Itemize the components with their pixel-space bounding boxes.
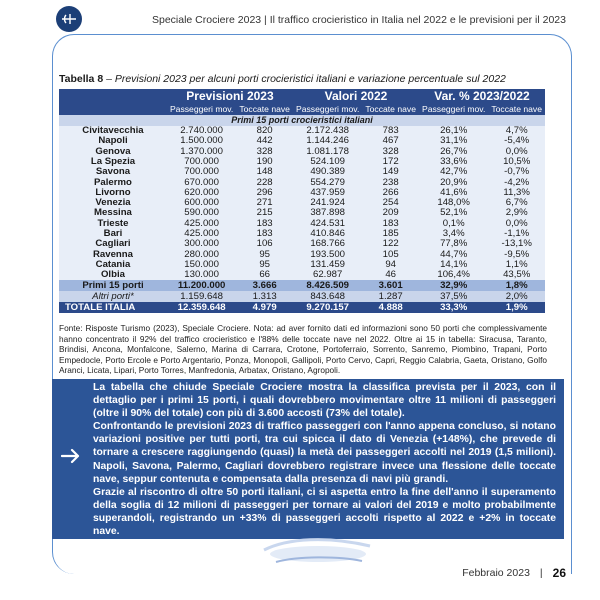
table-row	[59, 136, 545, 146]
page-number: 26	[552, 566, 566, 580]
table-cell: 424.531	[293, 219, 362, 229]
table-cell: 10,5%	[488, 157, 545, 167]
table-cell: 228	[236, 177, 293, 187]
sub-header: Passeggeri mov.	[293, 104, 362, 115]
table-cell: -13,1%	[488, 239, 545, 249]
table-cell: 44,7%	[419, 250, 488, 260]
total-cell: 9.270.157	[293, 302, 362, 313]
table-cell: 183	[236, 219, 293, 229]
summary-paragraph: La tabella che chiude Speciale Crociere mostra la classifica prevista per il 2023, con il dettaglio per i primi 15 porti, i quali dovrebbero movimentare oltre 11 milioni di passeggeri (oltre il 90% del totale) con più di 3.600 accosti (73% del totale).	[93, 382, 556, 420]
table-row	[59, 260, 545, 270]
table-row	[59, 229, 545, 239]
sub-header: Passeggeri mov.	[167, 104, 236, 115]
table-cell: 11,3%	[488, 188, 545, 198]
port-rows	[59, 126, 545, 280]
port-name-cell: Civitavecchia	[59, 126, 167, 136]
table-row	[59, 126, 545, 136]
table-cell: 209	[362, 208, 419, 218]
table-cell: -1,1%	[488, 229, 545, 239]
port-name-cell: Napoli	[59, 136, 167, 146]
table-cell: 172	[362, 157, 419, 167]
subtotal-cell: 3.666	[236, 280, 293, 291]
table-cell: 0,1%	[419, 219, 488, 229]
table-group-header-row	[59, 89, 545, 104]
others-cell: 37,5%	[419, 291, 488, 302]
total-cell: 1,9%	[488, 302, 545, 313]
table-cell: 183	[362, 219, 419, 229]
table-cell: 410.846	[293, 229, 362, 239]
brand-watermark-logo	[258, 528, 378, 568]
summary-text	[93, 381, 556, 538]
table-cell: 26,1%	[419, 126, 488, 136]
table-cell: -5,4%	[488, 136, 545, 146]
sub-header: Passeggeri mov.	[419, 104, 488, 115]
table-cell: 1.081.178	[293, 147, 362, 157]
port-name-cell: Bari	[59, 229, 167, 239]
subtotal-cell: 11.200.000	[167, 280, 236, 291]
table-cell: 66	[236, 270, 293, 280]
table-cell: 783	[362, 126, 419, 136]
table-cell: 1.370.000	[167, 147, 236, 157]
table-cell: 820	[236, 126, 293, 136]
table-cell: 190	[236, 157, 293, 167]
port-name-cell: Catania	[59, 260, 167, 270]
table-corner-cell	[59, 89, 167, 104]
table-cell: 300.000	[167, 239, 236, 249]
table-cell: 31,1%	[419, 136, 488, 146]
table-cell: 52,1%	[419, 208, 488, 218]
others-row	[59, 291, 545, 302]
others-cell: 1.313	[236, 291, 293, 302]
table-cell: 106	[236, 239, 293, 249]
table-caption	[59, 73, 579, 85]
total-cell: 33,3%	[419, 302, 488, 313]
table-cell: 148,0%	[419, 198, 488, 208]
table-cell: 425.000	[167, 229, 236, 239]
total-row	[59, 302, 545, 313]
table-cell: 296	[236, 188, 293, 198]
table-cell: 0,0%	[488, 219, 545, 229]
table-cell: 183	[236, 229, 293, 239]
table-sub-header-row	[59, 104, 545, 115]
port-name-cell: Savona	[59, 167, 167, 177]
table-cell: 122	[362, 239, 419, 249]
table-cell: 442	[236, 136, 293, 146]
table-cell: 3,4%	[419, 229, 488, 239]
table-cell: 0,0%	[488, 147, 545, 157]
table-cell: 42,7%	[419, 167, 488, 177]
sub-header-empty	[59, 104, 167, 115]
footer-separator: |	[539, 567, 543, 579]
sub-header: Toccate nave	[236, 104, 293, 115]
table-row	[59, 208, 545, 218]
table-cell: 700.000	[167, 157, 236, 167]
table-cell: 46	[362, 270, 419, 280]
table-cell: -0,7%	[488, 167, 545, 177]
table-cell: 105	[362, 250, 419, 260]
total-cell: 4.888	[362, 302, 419, 313]
table-cell: 437.959	[293, 188, 362, 198]
table-cell: 387.898	[293, 208, 362, 218]
table-row	[59, 219, 545, 229]
table-cell: 670.000	[167, 177, 236, 187]
port-name-cell: Trieste	[59, 219, 167, 229]
arrow-right-icon	[58, 444, 84, 468]
table-row	[59, 250, 545, 260]
table-cell: 328	[236, 147, 293, 157]
subtotal-cell: 3.601	[362, 280, 419, 291]
others-cell: 1.159.648	[167, 291, 236, 302]
group-header-valori: Valori 2022	[293, 89, 419, 104]
port-name-cell: Livorno	[59, 188, 167, 198]
logo	[56, 6, 82, 32]
page-header-title: Speciale Crociere 2023 | Il traffico crocieristico in Italia nel 2022 e le previsioni per il 2023	[151, 14, 566, 26]
table-cell: 185	[362, 229, 419, 239]
table-cell: 241.924	[293, 198, 362, 208]
table-row	[59, 177, 545, 187]
sub-header: Toccate nave	[488, 104, 545, 115]
others-cell: Altri porti*	[59, 291, 167, 302]
table-cell: 20,9%	[419, 177, 488, 187]
table-row	[59, 270, 545, 280]
table-cell: 106,4%	[419, 270, 488, 280]
others-cell: 1.287	[362, 291, 419, 302]
port-name-cell: Palermo	[59, 177, 167, 187]
table-cell: 148	[236, 167, 293, 177]
table-cell: 1.144.246	[293, 136, 362, 146]
table-cell: 14,1%	[419, 260, 488, 270]
port-name-cell: La Spezia	[59, 157, 167, 167]
table-cell: 700.000	[167, 167, 236, 177]
table-cell: 554.279	[293, 177, 362, 187]
table-row	[59, 157, 545, 167]
total-cell: 12.359.648	[167, 302, 236, 313]
subtotal-cell: 8.426.509	[293, 280, 362, 291]
table-cell: -9,5%	[488, 250, 545, 260]
port-name-cell: Messina	[59, 208, 167, 218]
table-cell: 490.389	[293, 167, 362, 177]
subtotal-cell: Primi 15 porti	[59, 280, 167, 291]
caption-label: Tabella 8	[59, 73, 104, 85]
total-cell: 4.979	[236, 302, 293, 313]
table-cell: 2.740.000	[167, 126, 236, 136]
table-cell: 280.000	[167, 250, 236, 260]
table-cell: 150.000	[167, 260, 236, 270]
table-cell: 130.000	[167, 270, 236, 280]
table-cell: 1,1%	[488, 260, 545, 270]
sub-header: Toccate nave	[362, 104, 419, 115]
table-source-note: Fonte: Risposte Turismo (2023), Speciale Crociere. Nota: ad aver fornito dati ed informazioni sono 50 porti che complessivamente hanno concentrato il 92% del traffico crocieristico e l'88% delle toccate nave nel 2022. Oltre ai 15 in tabella: Siracusa, Taranto, Brindisi, Ancona, Monfalcone, Salerno, Marina di Carrara, Crotone, Portoferraio, Sorrento, Sanremo, Piombino, Trapani, Porto Empedocle, Porto Ercole e Porto Argentario, Ponza, Monopoli, Gallipoli, Porto Cervo, Capri, Reggio Calabria, Gaeta, Oristano, Golfo Aranci, Licata, Lipari, Porto Torres, Manfredonia, Arbatax, Oristano, Agropoli.	[59, 323, 547, 376]
port-name-cell: Ravenna	[59, 250, 167, 260]
table-cell: 6,7%	[488, 198, 545, 208]
summary-paragraph: Grazie al riscontro di oltre 50 porti italiani, ci si aspetta entro la fine dell'anno il superamento della soglia di 12 milioni di passeggeri per tornare ai valori del 2019 e molto probabilmente superandoli, registrando un +33% di passeggeri accolti rispetto al 2022 e +2% in toccate nave.	[93, 486, 556, 538]
table-cell: 131.459	[293, 260, 362, 270]
subtotal-cell: 32,9%	[419, 280, 488, 291]
table-cell: 215	[236, 208, 293, 218]
table-cell: 271	[236, 198, 293, 208]
table-cell: 4,7%	[488, 126, 545, 136]
table-cell: 524.109	[293, 157, 362, 167]
group-header-previsioni: Previsioni 2023	[167, 89, 293, 104]
table-cell: 254	[362, 198, 419, 208]
table-cell: 590.000	[167, 208, 236, 218]
table-cell: 41,6%	[419, 188, 488, 198]
table-cell: 266	[362, 188, 419, 198]
page-footer	[462, 566, 566, 580]
table-cell: 149	[362, 167, 419, 177]
table-cell: 62.987	[293, 270, 362, 280]
table-cell: 95	[236, 250, 293, 260]
table-cell: 600.000	[167, 198, 236, 208]
port-name-cell: Cagliari	[59, 239, 167, 249]
table-cell: 43,5%	[488, 270, 545, 280]
table-cell: 2.172.438	[293, 126, 362, 136]
forecast-table	[59, 89, 545, 313]
section-label: Primi 15 porti crocieristici italiani	[59, 115, 545, 126]
table-cell: 467	[362, 136, 419, 146]
table-cell: 238	[362, 177, 419, 187]
group-header-variazione: Var. % 2023/2022	[419, 89, 545, 104]
summary-paragraph: Confrontando le previsioni 2023 di traffico passeggeri con l'anno appena concluso, si notano variazioni positive per tutti porti, tra cui spicca il dato di Venezia (+148%), che prevede di tornare a crescere raggiungendo (quasi) la metà dei passeggeri accolti nel 2019 (1,5 milioni). Napoli, Savona, Palermo, Cagliari dovrebbero registrare invece una flessione delle toccate nave, seppur contenuta e compensata dalla presenza di navi più grandi.	[93, 421, 556, 485]
table-cell: 26,7%	[419, 147, 488, 157]
table-cell: 2,9%	[488, 208, 545, 218]
table-cell: 1.500.000	[167, 136, 236, 146]
total-cell: TOTALE ITALIA	[59, 302, 167, 313]
footer-date: Febbraio 2023	[462, 567, 530, 579]
table-row	[59, 167, 545, 177]
table-cell: 33,6%	[419, 157, 488, 167]
subtotal-row	[59, 280, 545, 291]
table-cell: 95	[236, 260, 293, 270]
table-cell: -4,2%	[488, 177, 545, 187]
port-name-cell: Olbia	[59, 270, 167, 280]
others-cell: 843.648	[293, 291, 362, 302]
table-cell: 168.766	[293, 239, 362, 249]
port-name-cell: Genova	[59, 147, 167, 157]
caption-text: – Previsioni 2023 per alcuni porti crocieristici italiani e variazione percentuale sul 2022	[103, 73, 506, 85]
table-cell: 77,8%	[419, 239, 488, 249]
table-cell: 620.000	[167, 188, 236, 198]
table-cell: 193.500	[293, 250, 362, 260]
table-row	[59, 188, 545, 198]
subtotal-cell: 1,8%	[488, 280, 545, 291]
table-cell: 425.000	[167, 219, 236, 229]
others-cell: 2,0%	[488, 291, 545, 302]
port-name-cell: Venezia	[59, 198, 167, 208]
logo-mark-icon	[60, 12, 78, 26]
table-cell: 94	[362, 260, 419, 270]
table-cell: 328	[362, 147, 419, 157]
